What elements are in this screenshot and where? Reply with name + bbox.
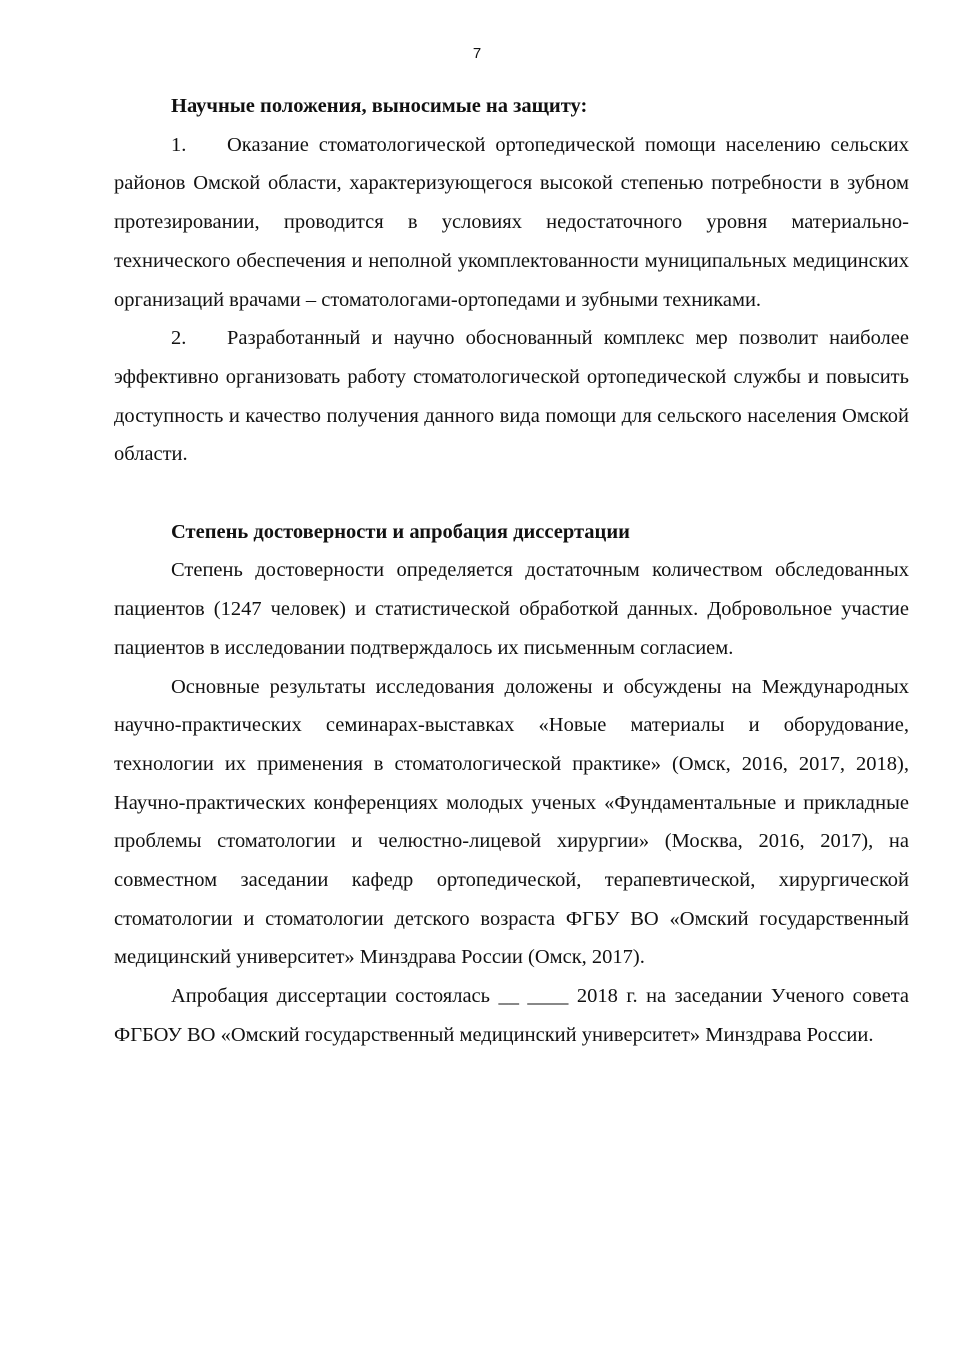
document-body [114,87,909,1055]
defense-point-2 [114,319,909,474]
paragraph-results: Основные результаты исследования доложены и обсуждены на Международных научно-практических семинарах-выставках «Новые материалы и оборудование, технологии их применения в стоматологической практике» (Омск, 2016, 2017, 2018), Научно-практических конференциях молодых ученых «Фундаментальные и прикладные проблемы стоматологии и челюстно-лицевой хирургии» (Москва, 2016, 2017), на совместном заседании кафедр ортопедической, терапевтической, хирургической стоматологии и стоматологии детского возраста ФГБУ ВО «Омский государственный медицинский университет» Минздрава России (Омск, 2017). [114,675,909,969]
defense-point-2-number: 2. [171,327,187,350]
defense-point-1 [114,126,909,320]
defense-point-1-text: Оказание стоматологической ортопедической помощи населению сельских районов Омской области, характеризующегося высокой степенью потребности в зубном протезировании, проводится в условиях недостаточного уровня материально-технического обеспечения и неполной укомплектованности муниципальных медицинских организаций врачами – стоматологами-ортопедами и зубными техниками. [114,133,909,311]
section-gap [114,474,909,513]
page-number: 7 [472,45,482,62]
defense-point-2-text: Разработанный и научно обоснованный комплекс мер позволит наиболее эффективно организовать работу стоматологической ортопедической службы и повысить доступность и качество получения данного вида помощи для сельского населения Омской области. [114,327,909,466]
paragraph-reliability: Степень достоверности определяется достаточным количеством обследованных пациентов (1247 человек) и статистической обработкой данных. Добровольное участие пациентов в исследовании подтверждалось их письменным согласием. [114,559,909,659]
paragraph-approbation: Апробация диссертации состоялась __ ____ 2018 г. на заседании Ученого совета ФГБОУ ВО «Омский государственный медицинский университет» Минздрава России. [114,985,909,1046]
defense-point-1-number: 1. [171,133,187,156]
section-heading-reliability: Степень достоверности и апробация диссертации [171,520,630,543]
section-heading-defense-points: Научные положения, выносимые на защиту: [171,95,588,117]
